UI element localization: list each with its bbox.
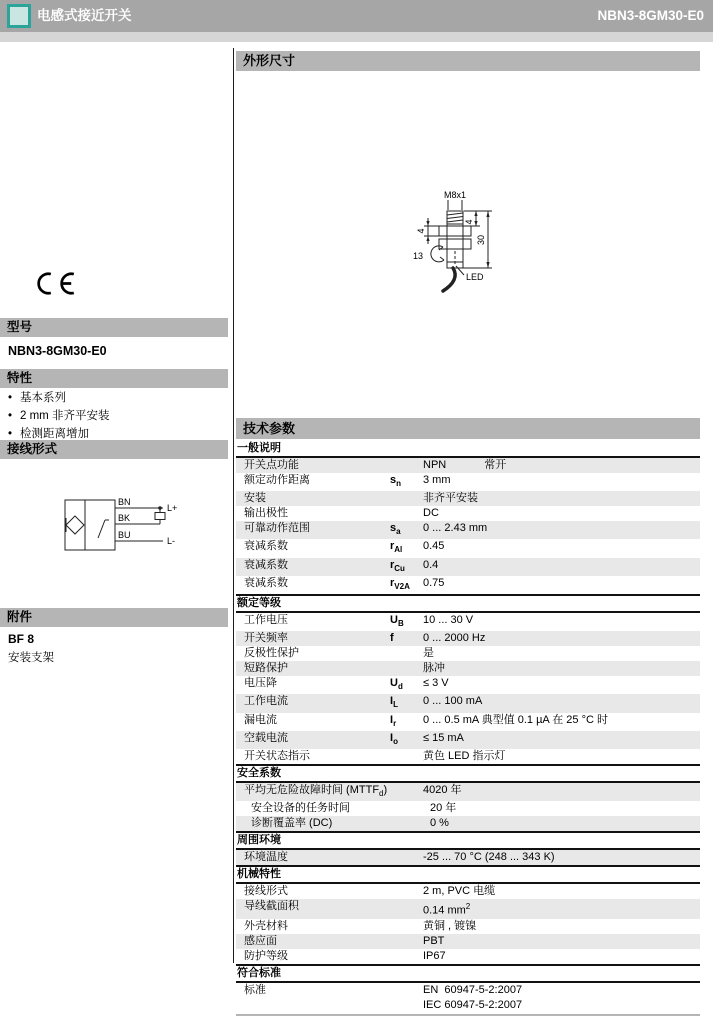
page-title: 电感式接近开关	[37, 8, 132, 23]
table-row	[236, 884, 700, 899]
row-label: 空载电流	[244, 731, 288, 744]
row-label: 平均无危险故障时间 $(MTTF_d)$	[244, 783, 388, 799]
row-symbol	[390, 661, 423, 676]
row-label: 环境温度	[244, 851, 288, 864]
row-label: 标准	[244, 983, 266, 996]
dim-label-4-left: 4	[416, 228, 426, 234]
table-row	[236, 899, 700, 919]
dim-label-thread: M8x1	[443, 190, 467, 200]
table-section-header: 机械特性	[236, 865, 700, 884]
wire-label-bk: BK	[118, 513, 131, 523]
row-symbol	[390, 884, 423, 899]
row-symbol	[390, 646, 423, 661]
row-value: ≤ 15 mA	[423, 731, 464, 744]
row-symbol	[390, 850, 423, 865]
section-header-connection: 接线形式	[0, 440, 228, 459]
row-label: 短路保护	[244, 662, 288, 675]
row-label: 额定动作距离	[244, 474, 310, 486]
table-row	[236, 473, 700, 491]
row-value: 10 ... 30 V	[423, 613, 474, 626]
row-label: 电压降	[244, 677, 277, 690]
table-row	[236, 506, 700, 521]
row-value: -25 ... 70 °C (248 ... 343 K)	[423, 851, 555, 864]
row-value: 脉冲	[423, 662, 445, 675]
table-row	[236, 661, 700, 676]
row-symbol: $r_{Cu}$	[390, 558, 405, 573]
header-bar	[0, 0, 713, 32]
dim-label-4-right: 4	[464, 219, 474, 225]
model-number: NBN3-8GM30-E0	[8, 344, 107, 358]
row-value: 0.14 $mm^2$	[423, 902, 471, 917]
wire-label-lminus: L-	[167, 536, 176, 546]
row-value: 0 ... 100 mA	[423, 695, 483, 708]
table-row	[236, 783, 700, 801]
row-symbol	[397, 816, 430, 831]
table-row	[236, 949, 700, 964]
row-value: DC	[423, 507, 439, 520]
table-bottom-rule	[236, 1014, 700, 1016]
row-label: 接线形式	[244, 885, 288, 898]
row-label: 可靠动作范围	[244, 522, 310, 535]
row-label: 衰减系数	[244, 576, 288, 589]
row-symbol	[390, 949, 423, 964]
row-value: 是	[423, 647, 434, 660]
table-section-header: 安全系数	[236, 764, 700, 783]
header-substrip	[0, 32, 713, 42]
table-row	[236, 676, 700, 694]
row-value: 0 ... 0.5 mA 典型值 0.1 µA 在 25 °C 时	[423, 713, 608, 726]
row-label: 开关点功能	[244, 459, 299, 471]
ce-mark-icon	[33, 272, 77, 295]
row-symbol	[390, 506, 423, 521]
row-label: 导线截面积	[244, 900, 299, 913]
row-label: 开关频率	[244, 632, 288, 645]
section-header-accessories: 附件	[0, 608, 228, 627]
row-value: 0.4	[423, 558, 439, 571]
row-symbol	[390, 458, 423, 473]
row-label: 感应面	[244, 934, 277, 947]
row-label: 安全设备的任务时间	[251, 802, 350, 815]
row-value: 0 %	[430, 817, 449, 830]
row-label: 诊断覆盖率 (DC)	[251, 817, 333, 830]
row-symbol: $r_{V2A}$	[390, 576, 410, 591]
column-divider	[233, 48, 234, 963]
row-value: 3 mm	[423, 474, 451, 486]
row-symbol: $s_n$	[390, 474, 402, 489]
table-row	[236, 713, 700, 731]
dimension-drawing	[330, 150, 560, 325]
row-label: 工作电压	[244, 613, 288, 626]
row-label: 反极性保护	[244, 647, 299, 660]
row-value: 非齐平安装	[423, 492, 478, 505]
dim-label-led: LED	[466, 272, 484, 282]
table-row	[236, 458, 700, 473]
row-value: 0.45	[423, 540, 445, 553]
table-row	[236, 850, 700, 865]
wire-label-bu: BU	[118, 530, 131, 540]
wire-label-lplus: L+	[167, 503, 178, 513]
technical-data-table	[236, 441, 700, 1016]
row-symbol	[390, 783, 423, 801]
row-value: 黄铜 , 镀镍	[423, 919, 477, 932]
dim-label-wrench-13: 13	[413, 251, 424, 261]
feature-list	[4, 391, 224, 445]
row-symbol: $I_L$	[390, 695, 398, 710]
table-row	[236, 631, 700, 646]
row-symbol: $I_o$	[390, 731, 398, 746]
row-value: 0.75	[423, 576, 445, 589]
row-label: 开关状态指示	[244, 749, 310, 762]
row-symbol	[397, 801, 430, 816]
row-value: 2 m, PVC 电缆	[423, 885, 496, 898]
row-value: 0 ... 2000 Hz	[423, 632, 486, 645]
row-value: ≤ 3 V	[423, 677, 449, 690]
row-symbol: $I_r$	[390, 713, 397, 728]
table-row	[236, 613, 700, 631]
table-row	[236, 576, 700, 594]
header-model-number: NBN3-8GM30-E0	[597, 8, 704, 23]
table-row	[236, 539, 700, 557]
dim-label-30: 30	[476, 234, 486, 246]
row-label: 衰减系数	[244, 558, 288, 571]
row-symbol	[390, 491, 423, 506]
table-row	[236, 816, 700, 831]
section-header-model: 型号	[0, 318, 228, 337]
row-symbol	[390, 934, 423, 949]
section-header-dimensions: 外形尺寸	[236, 51, 700, 71]
table-section-header: 符合标准	[236, 964, 700, 983]
table-row	[236, 749, 700, 764]
row-symbol: $r_{Al}$	[390, 540, 403, 555]
row-symbol	[390, 919, 423, 934]
row-value: EN 60947-5-2:2007 IEC 60947-5-2:2007	[423, 983, 523, 1011]
feature-item: • 检测距离增加	[4, 427, 224, 441]
row-symbol: f	[390, 632, 394, 645]
table-row	[236, 646, 700, 661]
row-symbol: $s_a$	[390, 522, 401, 537]
table-row	[236, 919, 700, 934]
table-row	[236, 731, 700, 749]
row-label: 外壳材料	[244, 919, 288, 932]
table-row	[236, 801, 700, 816]
table-row	[236, 983, 700, 1013]
row-value: 0 ... 2.43 mm	[423, 522, 488, 535]
feature-item: • 2 mm 非齐平安装	[4, 409, 224, 423]
table-row	[236, 491, 700, 506]
section-header-technical-data: 技术参数	[236, 418, 700, 439]
row-label: 工作电流	[244, 695, 288, 708]
row-value: PBT	[423, 934, 445, 947]
row-value: NPN 常开	[423, 459, 507, 471]
row-value: 20 年	[430, 802, 457, 815]
table-row	[236, 694, 700, 712]
table-section-header: 额定等级	[236, 594, 700, 613]
row-label: 安装	[244, 492, 266, 505]
product-icon	[7, 4, 31, 28]
row-symbol: $U_B$	[390, 613, 404, 629]
accessory-desc: 安装支架	[8, 652, 54, 664]
feature-item: • 基本系列	[4, 391, 224, 405]
row-symbol: $U_d$	[390, 677, 403, 692]
row-symbol	[390, 899, 423, 919]
row-symbol	[390, 749, 423, 764]
row-value: IP67	[423, 949, 446, 962]
row-label: 防护等级	[244, 949, 288, 962]
section-header-features: 特性	[0, 369, 228, 388]
row-label: 衰减系数	[244, 540, 288, 553]
wiring-diagram	[40, 480, 210, 570]
table-row	[236, 521, 700, 539]
row-label: 漏电流	[244, 713, 277, 726]
row-label: 输出极性	[244, 507, 288, 520]
table-row	[236, 558, 700, 576]
accessory-name: BF 8	[8, 632, 35, 646]
table-row	[236, 934, 700, 949]
wire-label-bn: BN	[118, 497, 131, 507]
table-section-header: 周围环境	[236, 831, 700, 850]
row-value: 黄色 LED 指示灯	[423, 749, 506, 762]
row-symbol	[390, 983, 423, 1013]
table-section-header: 一般说明	[236, 441, 700, 458]
row-value: 4020 年	[423, 783, 462, 796]
